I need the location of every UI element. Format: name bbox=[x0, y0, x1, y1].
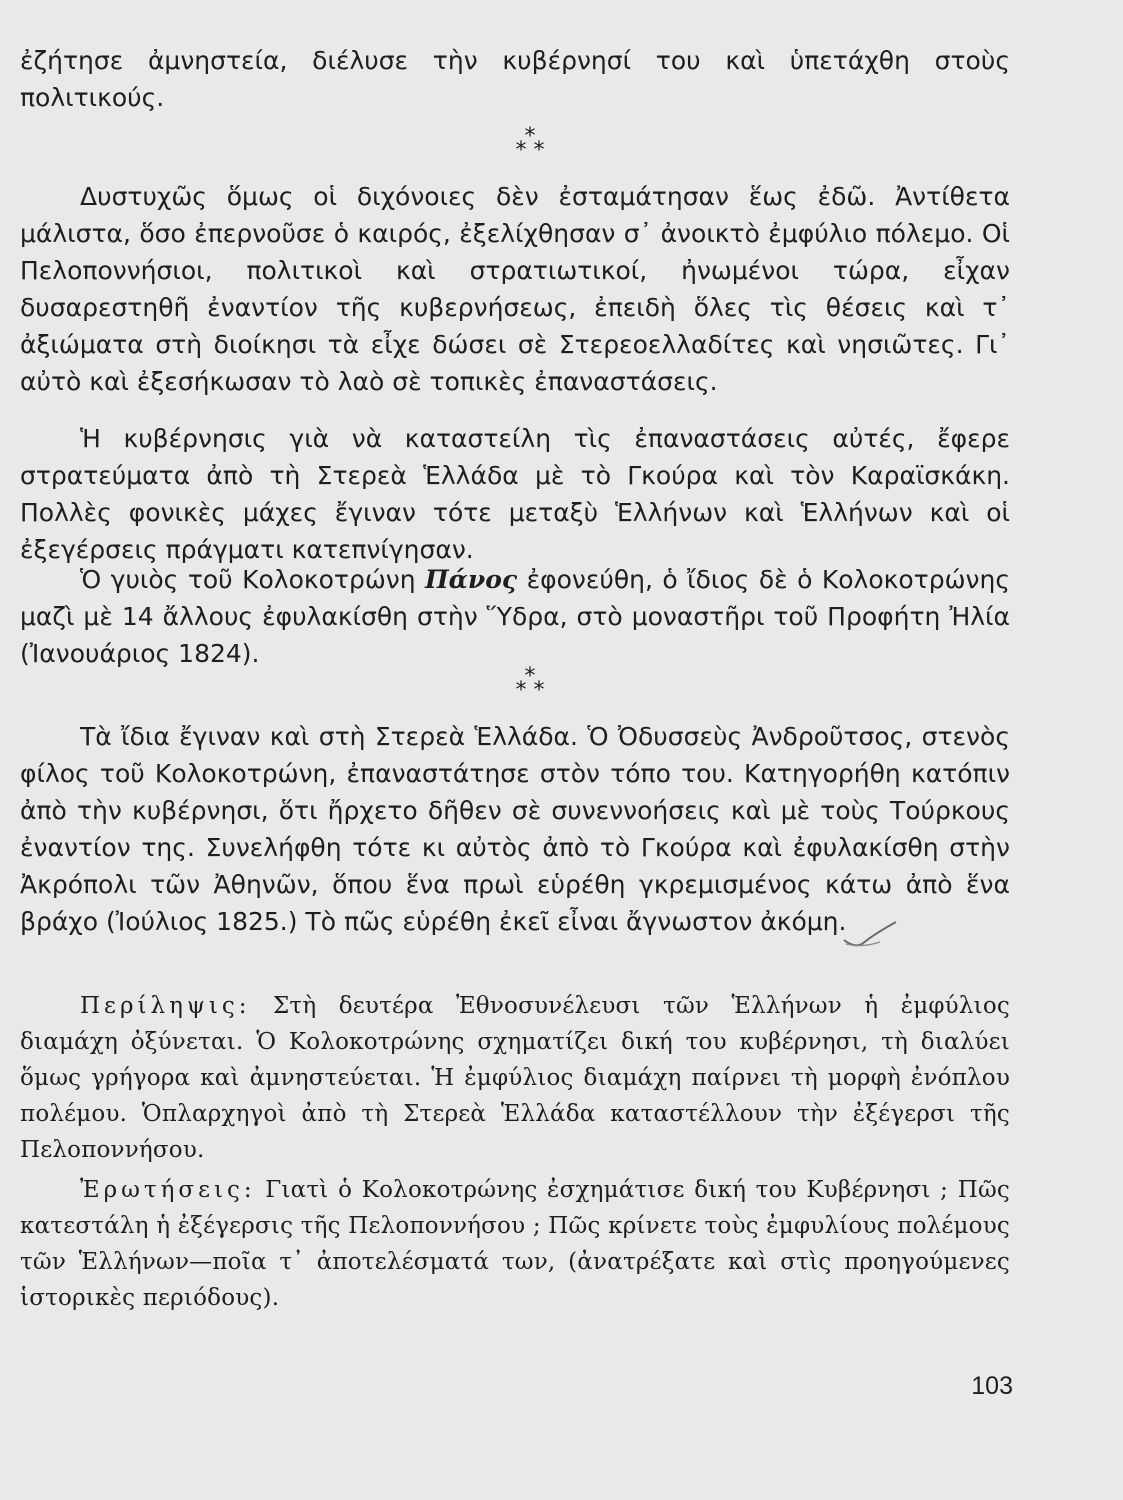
separator2-top: * bbox=[524, 664, 536, 689]
separator2-left: * bbox=[515, 678, 527, 703]
paragraph-androutsos: Τὰ ἴδια ἔγιναν καὶ στὴ Στερεὰ Ἑλλάδα. Ὁ Ὀδυσσεὺς Ἀνδροῦτσος, στενὸς φίλος τοῦ Κολοκοτρώνη, ἐπαναστάτησε στὸν τόπο του. Κατηγορήθη κατόπιν ἀπὸ τὴν κυβέρνησι, ὅτι ἤρχετο δῆθεν σὲ συνεννοήσεις καὶ μὲ τοὺς Τούρκους ἐναντίον της. Συνελήφθη τότε κι αὐτὸς ἀπὸ τὸ Γκούρα καὶ ἐφυλακίσθη στὴν Ἀκρόπολι τῶν Ἀθηνῶν, ὅπου ἕνα πρωὶ εὑρέθη γκρεμισμένος κάτω ἀπὸ ἕνα βράχο (Ἰούλιος 1825.) Τὸ πῶς εὑρέθη ἐκεῖ εἶναι ἄγνωστον ἀκόμη. bbox=[20, 722, 1010, 936]
separator2-right: * bbox=[533, 678, 545, 703]
section-separator bbox=[500, 124, 560, 163]
separator-top: * bbox=[524, 124, 536, 149]
section-separator-2 bbox=[500, 664, 560, 703]
name-panos: Πάνος bbox=[425, 565, 518, 594]
para3-post: ἐφονεύθη, ὁ ἴδιος δὲ ὁ Κολοκοτρώνης μαζὶ μὲ 14 ἄλλους ἐφυλακίσθη στὴν Ὕδρα, στὸ μοναστῆρι τοῦ Προφήτη Ἠλία (Ἰανουάριος 1824). bbox=[20, 565, 1010, 668]
summary-paragraph bbox=[20, 988, 1010, 1168]
paragraph-kolokotronis-arrest bbox=[20, 561, 1010, 672]
summary-label: Περίληψις: bbox=[80, 993, 251, 1019]
paragraph-civil-strife: Δυστυχῶς ὅμως οἱ διχόνοιες δὲν ἐσταμάτησαν ἕως ἐδῶ. Ἀντίθετα μάλιστα, ὅσο ἐπερνοῦσε ὁ καιρός, ἐξελίχθησαν σ᾿ ἀνοικτὸ ἐμφύλιο πόλεμο. Οἱ Πελοποννήσιοι, πολιτικοὶ καὶ στρατιωτικοί, ἠνωμένοι τώρα, εἶχαν δυσαρεστηθῆ ἐναντίον τῆς κυβερνήσεως, ἐπειδὴ ὅλες τὶς θέσεις καὶ τ᾿ ἀξιώματα στὴ διοίκησι τὰ εἶχε δώσει σὲ Στερεοελλαδίτες καὶ νησιῶτες. Γι᾿ αὐτὸ καὶ ἐξεσήκωσαν τὸ λαὸ σὲ τοπικὲς ἐπαναστάσεις. bbox=[20, 182, 1010, 396]
summary-text: Στὴ δευτέρα Ἐθνοσυνέλευσι τῶν Ἑλλήνων ἡ ἐμφύλιος διαμάχη ὀξύνεται. Ὁ Κολοκοτρώνης σχηματίζει δική του κυβέρνησι, τὴ διαλύει ὅμως γρήγορα καὶ ἀμνηστεύεται. Ἡ ἐμφύλιος διαμάχη παίρνει τὴ μορφὴ ἐνόπλου πολέμου. Ὁπλαρχηγοὶ ἀπὸ τὴ Στερεὰ Ἑλλάδα καταστέλλουν τὴν ἐξέγερσι τῆς Πελοποννήσου. bbox=[20, 993, 1010, 1163]
page-number: 103 bbox=[971, 1372, 1013, 1400]
paragraph-government-response: Ἡ κυβέρνησις γιὰ νὰ καταστείλη τὶς ἐπαναστάσεις αὐτές, ἔφερε στρατεύματα ἀπὸ τὴ Στερεὰ Ἑλλάδα μὲ τὸ Γκούρα καὶ τὸν Καραϊσκάκη. Πολλὲς φονικὲς μάχες ἔγιναν τότε μεταξὺ Ἑλλήνων καὶ Ἑλλήνων καὶ οἱ ἐξεγέρσεις πράγματι κατεπνίγησαν. bbox=[20, 424, 1010, 564]
intro-text: ἐζήτησε ἀμνηστεία, διέλυσε τὴν κυβέρνησί του καὶ ὑπετάχθη στοὺς πολιτικούς. bbox=[20, 46, 1010, 112]
para3-pre: Ὁ γυιὸς τοῦ Κολοκοτρώνη bbox=[80, 565, 426, 594]
handwritten-check-mark bbox=[840, 918, 900, 952]
separator-left: * bbox=[515, 138, 527, 163]
questions-paragraph bbox=[20, 1172, 1010, 1316]
separator-right: * bbox=[533, 138, 545, 163]
questions-label: Ἐρωτήσεις: bbox=[80, 1177, 256, 1203]
questions-text: Γιατὶ ὁ Κολοκοτρώνης ἐσχημάτισε δική του Κυβέρνησι ; Πῶς κατεστάλη ἡ ἐξέγερσις τῆς Πελοποννήσου ; Πῶς κρίνετε τοὺς ἐμφυλίους πολέμους τῶν Ἑλλήνων—ποῖα τ᾿ ἀποτελέσματά των, (ἀνατρέξατε καὶ στὶς προηγούμενες ἱστορικὲς περιόδους). bbox=[20, 1177, 1010, 1311]
